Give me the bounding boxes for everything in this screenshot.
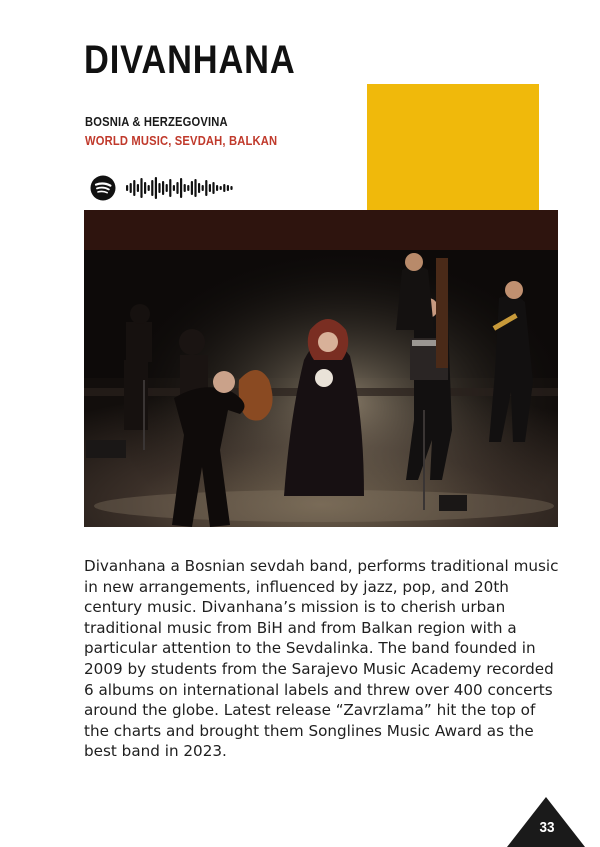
spotify-code-bar	[198, 183, 200, 193]
spotify-icon	[90, 175, 116, 201]
artist-country: BOSNIA & HERZEGOVINA	[85, 114, 228, 129]
spotify-code-bar	[184, 184, 186, 192]
spotify-code-bar	[191, 181, 193, 195]
spotify-code-bar	[166, 184, 168, 192]
spotify-code-bar	[176, 182, 178, 194]
spotify-code-bar	[202, 185, 204, 191]
spotify-code-bar	[137, 184, 139, 192]
spotify-code-bar	[216, 185, 218, 191]
spotify-code-bar	[148, 185, 150, 191]
page-number: 33	[539, 819, 555, 836]
spotify-code-bar	[220, 186, 222, 190]
artist-genres: WORLD MUSIC, SEVDAH, BALKAN	[85, 133, 278, 148]
spotify-code-bar	[126, 185, 128, 191]
spotify-code-bar	[140, 178, 142, 198]
spotify-code-bar	[151, 180, 153, 196]
spotify-code-bar	[158, 183, 160, 193]
spotify-code-bar	[209, 184, 211, 192]
page-number-badge	[507, 797, 587, 847]
spotify-code-bar	[133, 180, 135, 196]
spotify-code-waveform[interactable]	[124, 176, 236, 200]
band-photo	[84, 210, 558, 527]
spotify-code-bar	[173, 185, 175, 191]
spotify-code-bar	[144, 182, 146, 194]
spotify-code-bar	[194, 179, 196, 197]
spotify-link[interactable]	[90, 174, 236, 202]
artist-name: DIVANHANA	[84, 38, 296, 82]
spotify-code-bar	[227, 185, 229, 191]
spotify-code-bar	[223, 184, 225, 192]
spotify-code-bar	[169, 179, 171, 197]
spotify-code-bar	[230, 186, 232, 190]
spotify-code-bar	[205, 180, 207, 196]
band-description: Divanhana a Bosnian sevdah band, performs traditional music in new arrangements, influenced by jazz, pop, and 20th century music. Divanhana’s mission is to cherish urban traditional music from BiH and from Balkan region with a particular attention to the Sevdalinka. The band founded in 2009 by students from the Sarajevo Music Academy recorded 6 albums on international labels and threw over 400 concerts around the globe. Latest release “Zavrzlama” hit the top of the charts and brought them Songlines Music Award as the best band in 2023.	[84, 557, 559, 761]
spotify-code-bar	[130, 183, 132, 193]
spotify-code-bar	[162, 181, 164, 195]
spotify-code-bar	[187, 185, 189, 191]
spotify-code-bar	[212, 182, 214, 194]
spotify-code-bar	[180, 178, 182, 198]
spotify-code-bar	[155, 177, 157, 199]
